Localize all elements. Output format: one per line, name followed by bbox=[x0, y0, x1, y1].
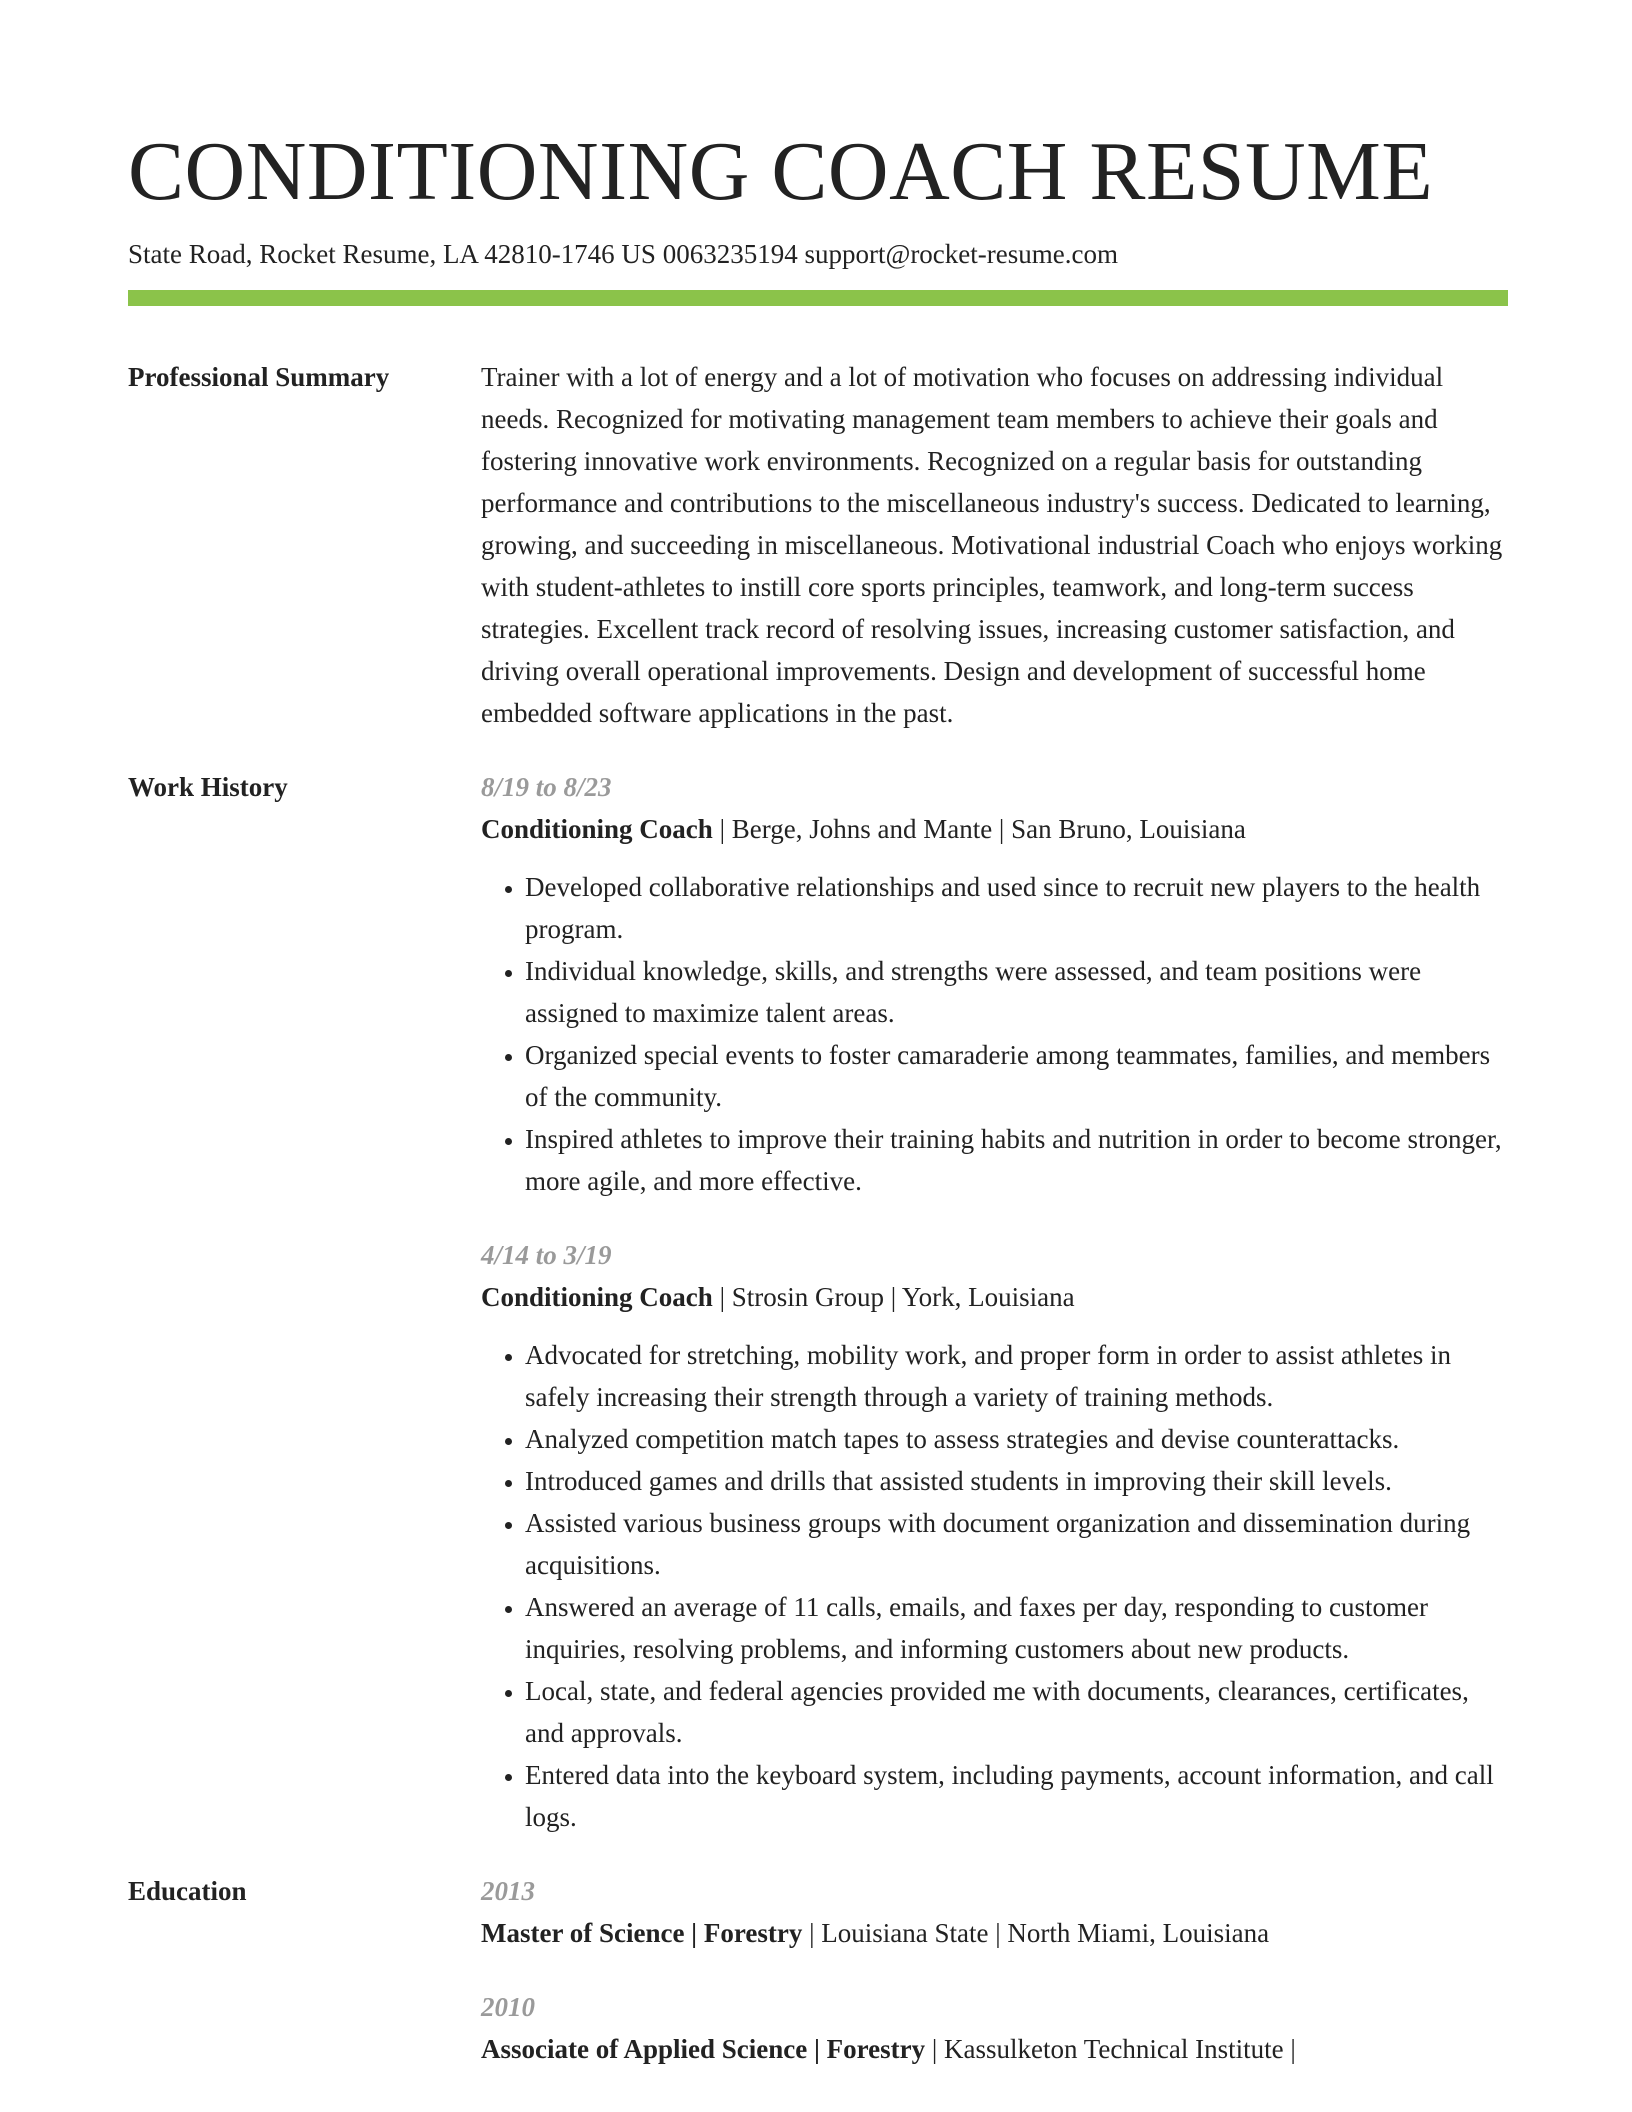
job-dates: 4/14 to 3/19 bbox=[481, 1240, 612, 1270]
job-bullet: • Organized special events to foster camaraderie among teammates, families, and members of the community. bbox=[525, 1034, 1508, 1118]
job-bullet: • Individual knowledge, skills, and strengths were assessed, and team positions were assigned to maximize talent areas. bbox=[525, 950, 1508, 1034]
education-entry bbox=[481, 1986, 1508, 2070]
job-bullet: • Entered data into the keyboard system, including payments, account information, and call logs. bbox=[525, 1754, 1508, 1838]
education-date: 2010 bbox=[481, 1992, 535, 2022]
job-details: | Berge, Johns and Mante | San Bruno, Louisiana bbox=[712, 814, 1246, 844]
degree-title: Master of Science | Forestry bbox=[481, 1918, 803, 1948]
job-title: Conditioning Coach bbox=[481, 814, 713, 844]
job-entry bbox=[481, 1234, 1508, 1838]
job-entry bbox=[481, 766, 1508, 1202]
degree-line bbox=[481, 1912, 1508, 1954]
resume-title: CONDITIONING COACH RESUME bbox=[128, 125, 1434, 218]
work-history-section bbox=[128, 766, 1508, 1838]
job-title-line bbox=[481, 808, 1508, 850]
section-heading-education: Education bbox=[128, 1876, 247, 1906]
job-details: | Strosin Group | York, Louisiana bbox=[712, 1282, 1075, 1312]
degree-title: Associate of Applied Science | Forestry bbox=[481, 2034, 926, 2064]
job-bullet: • Local, state, and federal agencies provided me with documents, clearances, certificates, and approvals. bbox=[525, 1670, 1508, 1754]
degree-details: | Kassulketon Technical Institute | bbox=[925, 2034, 1296, 2064]
work-history-body bbox=[481, 766, 1508, 1838]
job-bullets bbox=[481, 866, 1508, 1202]
summary-text: Trainer with a lot of energy and a lot of motivation who focuses on addressing individual needs. Recognized for motivating management team members to achieve their goals and fostering innovative work environments. Recognized on a regular basis for outstanding performance and contributions to the miscellaneous industry's success. Dedicated to learning, growing, and succeeding in miscellaneous. Motivational industrial Coach who enjoys working with student-athletes to instill core sports principles, teamwork, and long-term success strategies. Excellent track record of resolving issues, increasing customer satisfaction, and driving overall operational improvements. Design and development of successful home embedded software applications in the past. bbox=[481, 362, 1503, 728]
job-bullet: • Developed collaborative relationships and used since to recruit new players to the health program. bbox=[525, 866, 1508, 950]
education-section bbox=[128, 1870, 1508, 2070]
job-bullets bbox=[481, 1334, 1508, 1838]
education-entry bbox=[481, 1870, 1508, 1954]
job-dates: 8/19 to 8/23 bbox=[481, 772, 612, 802]
job-bullet: • Introduced games and drills that assisted students in improving their skill levels. bbox=[525, 1460, 1508, 1502]
contact-line: State Road, Rocket Resume, LA 42810-1746 US 0063235194 support@rocket-resume.com bbox=[128, 239, 1118, 269]
section-heading-work: Work History bbox=[128, 772, 288, 802]
job-bullet: • Advocated for stretching, mobility work, and proper form in order to assist athletes in safely increasing their strength through a variety of training methods. bbox=[525, 1334, 1508, 1418]
education-date: 2013 bbox=[481, 1876, 535, 1906]
resume-page bbox=[128, 0, 1508, 2070]
job-bullet: • Inspired athletes to improve their training habits and nutrition in order to become stronger, more agile, and more effective. bbox=[525, 1118, 1508, 1202]
summary-section bbox=[128, 356, 1508, 734]
job-bullet: • Assisted various business groups with document organization and dissemination during acquisitions. bbox=[525, 1502, 1508, 1586]
degree-line bbox=[481, 2028, 1508, 2070]
summary-body bbox=[481, 356, 1508, 734]
job-title: Conditioning Coach bbox=[481, 1282, 713, 1312]
education-body bbox=[481, 1870, 1508, 2070]
job-bullet: • Answered an average of 11 calls, emails, and faxes per day, responding to customer inquiries, resolving problems, and informing customers about new products. bbox=[525, 1586, 1508, 1670]
job-title-line bbox=[481, 1276, 1508, 1318]
accent-divider bbox=[128, 290, 1508, 306]
job-bullet: • Analyzed competition match tapes to assess strategies and devise counterattacks. bbox=[525, 1418, 1508, 1460]
section-heading-summary: Professional Summary bbox=[128, 362, 390, 392]
degree-details: | Louisiana State | North Miami, Louisiana bbox=[802, 1918, 1270, 1948]
